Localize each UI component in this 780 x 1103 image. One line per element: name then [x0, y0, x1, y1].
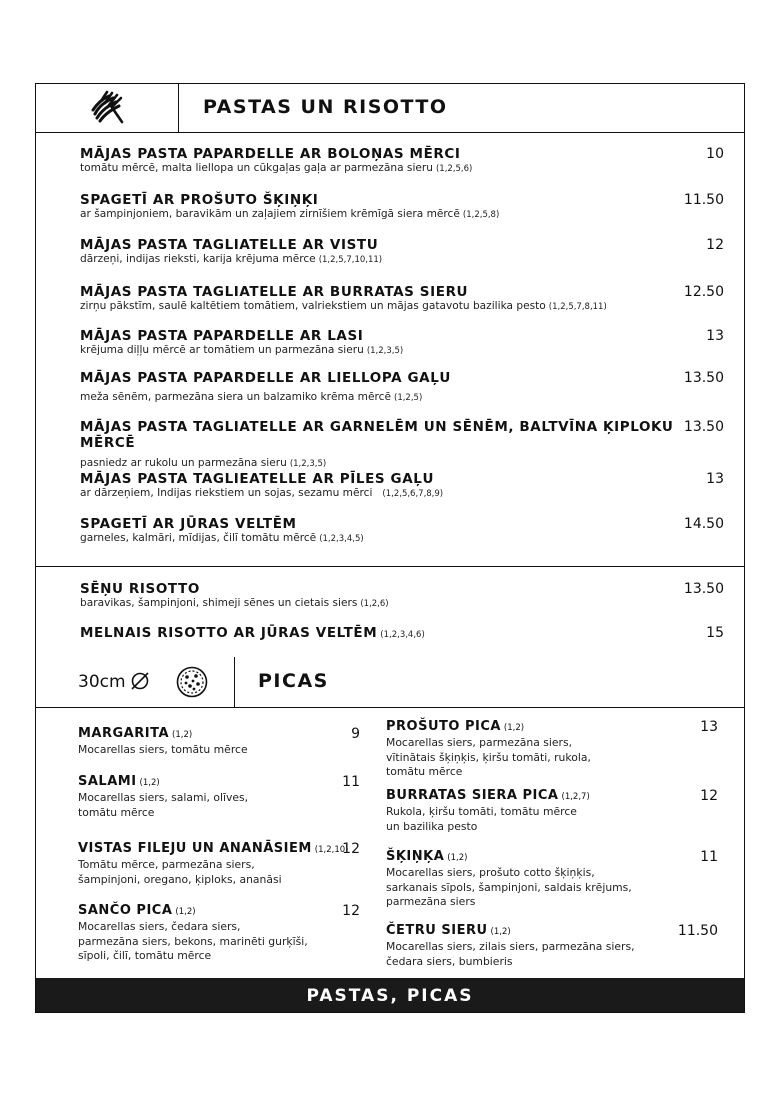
footer-banner — [36, 978, 744, 1012]
item-price: 11.50 — [677, 923, 718, 939]
item-allergens: (1,2,5,7,8,11) — [548, 302, 607, 312]
pizza-item — [78, 726, 360, 758]
menu-item — [80, 471, 724, 501]
item-name-text: MARGARITA — [78, 726, 170, 741]
item-price: 13 — [706, 328, 724, 344]
item-desc-line: parmezāna siers, bekons, marinēti gurķīši, — [78, 934, 308, 948]
item-price: 13.50 — [683, 419, 724, 435]
item-desc-line: Mocarellas siers, čedara siers, — [78, 920, 241, 933]
item-description — [78, 743, 360, 758]
item-description — [386, 940, 718, 969]
item-description — [386, 866, 718, 910]
menu-frame — [35, 83, 745, 1013]
item-desc-line: sīpoli, čilī, tomātu mērce — [78, 949, 212, 962]
pizza-item — [386, 849, 718, 910]
item-allergens: (1,2) — [503, 723, 525, 733]
pizza-item — [386, 923, 718, 969]
item-desc-line: sarkanais sīpols, šampinjoni, saldais krējums, — [386, 880, 632, 894]
item-name-text: VISTAS FILEJU UN ANANĀSIEM — [78, 841, 312, 856]
menu-item — [80, 625, 724, 643]
item-price: 12 — [342, 903, 360, 919]
item-allergens: (1,2,6) — [360, 599, 389, 609]
item-name: MĀJAS PASTA TAGLIATELLE AR BURRATAS SIERU — [80, 284, 469, 300]
item-price: 12 — [706, 237, 724, 253]
item-price: 13 — [706, 471, 724, 487]
item-name-text: ČETRU SIERU — [386, 923, 488, 938]
diameter-icon — [129, 670, 151, 692]
menu-item — [80, 146, 724, 176]
item-name — [78, 774, 360, 791]
item-allergens: (1,2,3,5) — [366, 346, 404, 356]
item-name: SPAGETĪ AR PROŠUTO ŠĶIŅĶI — [80, 192, 319, 208]
item-description — [80, 597, 724, 611]
item-description — [80, 487, 724, 501]
item-desc-line: Tomātu mērce, parmezāna siers, — [78, 858, 255, 871]
item-desc-text: zirņu pākstīm, saulē kaltētiem tomātiem, valriekstiem un mājas gatavotu bazilika pesto — [80, 300, 546, 312]
item-desc-text: dārzeņi, indijas rieksti, karija krējuma mērce — [80, 253, 316, 265]
pizza-section-title: PICAS — [258, 670, 329, 692]
item-name: MĀJAS PASTA TAGLIATELLE AR GARNELĒM UN SĒNĒM, BALTVĪNA ĶIPLOKU MĒRCĒ — [80, 419, 674, 451]
menu-item — [80, 370, 724, 405]
item-description — [80, 532, 724, 546]
item-description — [80, 300, 724, 314]
item-allergens: (1,2,10) — [314, 845, 349, 855]
item-price: 11 — [700, 849, 718, 865]
item-allergens: (1,2) — [175, 907, 196, 917]
item-price: 13.50 — [683, 370, 724, 386]
item-description — [80, 457, 724, 471]
item-description — [80, 344, 724, 358]
item-description — [80, 391, 724, 405]
item-name: SPAGETĪ AR JŪRAS VELTĒM — [80, 516, 297, 532]
item-name — [78, 726, 360, 743]
item-price: 13 — [700, 719, 718, 735]
item-name: MĀJAS PASTA TAGLIATELLE AR VISTU — [80, 237, 379, 253]
item-name — [78, 841, 360, 858]
item-desc-line: Mocarellas siers, prošuto cotto šķiņķis, — [386, 866, 595, 879]
pizza-item — [78, 774, 360, 820]
item-allergens: (1,2) — [139, 778, 160, 788]
item-price: 12.50 — [683, 284, 724, 300]
item-name-text: SALAMI — [78, 774, 137, 789]
item-name — [386, 849, 718, 866]
item-desc-line: tomātu mērce — [78, 805, 155, 819]
item-description — [78, 920, 360, 964]
pizza-item — [386, 788, 718, 834]
item-name-text: BURRATAS SIERA PICA — [386, 788, 559, 803]
menu-item — [80, 328, 724, 358]
pasta-section-title: PASTAS UN RISOTTO — [203, 96, 448, 118]
item-desc-text: meža sēnēm, parmezāna siera un balzamiko krēma mērcē — [80, 391, 391, 403]
item-allergens: (1,2,5,6,7,8,9) — [382, 489, 444, 499]
item-allergens: (1,2,7) — [561, 792, 590, 802]
pasta-icon-cell — [36, 84, 179, 132]
item-price: 12 — [342, 841, 360, 857]
pasta-fork-icon — [87, 88, 127, 128]
item-desc-line: Mocarellas siers, tomātu mērce — [78, 743, 248, 756]
item-desc-line: un bazilika pesto — [386, 819, 478, 833]
item-description — [78, 791, 360, 820]
item-price: 15 — [706, 625, 724, 641]
item-desc-line: čedara siers, bumbieris — [386, 954, 513, 968]
pizza-size: 30cm — [78, 672, 126, 692]
pizza-icon — [176, 666, 208, 698]
item-desc-line: Rukola, ķiršu tomāti, tomātu mērce — [386, 805, 577, 818]
item-description — [386, 736, 718, 780]
item-name — [386, 788, 718, 805]
item-price: 11 — [342, 774, 360, 790]
item-name: MĀJAS PASTA PAPARDELLE AR LASI — [80, 328, 364, 344]
item-price: 11.50 — [683, 192, 724, 208]
item-description — [78, 858, 360, 887]
item-name — [386, 923, 718, 940]
item-desc-text: garneles, kalmāri, mīdijas, čilī tomātu mērcē — [80, 532, 317, 544]
item-desc-line: Mocarellas siers, parmezāna siers, — [386, 736, 573, 749]
menu-item — [80, 581, 724, 611]
item-allergens: (1,2) — [490, 927, 511, 937]
menu-item — [80, 419, 724, 471]
item-name — [80, 625, 724, 643]
item-name: SĒŅU RISOTTO — [80, 581, 200, 597]
item-price: 9 — [351, 726, 360, 742]
menu-item — [80, 237, 724, 267]
section-divider — [36, 566, 744, 567]
item-name-text: PROŠUTO PICA — [386, 719, 501, 734]
item-name-text: ŠĶIŅĶA — [386, 849, 445, 864]
pizza-item — [78, 841, 360, 887]
item-desc-line: šampinjoni, oregano, ķiploks, ananāsi — [78, 872, 282, 886]
item-desc-text: pasniedz ar rukolu un parmezāna sieru — [80, 457, 287, 469]
item-allergens: (1,2) — [172, 730, 193, 740]
item-description — [386, 805, 718, 834]
item-price: 10 — [706, 146, 724, 162]
item-price: 12 — [700, 788, 718, 804]
item-name: MĀJAS PASTA PAPARDELLE AR BOLOŅAS MĒRCI — [80, 146, 461, 162]
pizza-item — [78, 903, 360, 964]
item-allergens: (1,2,3,4,5) — [319, 534, 364, 544]
pizza-item — [386, 719, 718, 780]
item-name-text: SANČO PICA — [78, 903, 173, 918]
pasta-section-header — [36, 84, 744, 133]
item-desc-text: ar šampinjoniem, baravikām un zaļajiem zirnīšiem krēmīgā siera mērcē — [80, 208, 460, 220]
item-desc-line: parmezāna siers — [386, 895, 476, 908]
item-name-text: MELNAIS RISOTTO AR JŪRAS VELTĒM — [80, 625, 378, 641]
item-name — [78, 903, 360, 920]
item-desc-text: tomātu mērcē, malta liellopa un cūkgaļas gaļa ar parmezāna sieru — [80, 162, 433, 174]
item-description — [80, 208, 724, 222]
menu-item — [80, 516, 724, 546]
footer-title: PASTAS, PICAS — [306, 986, 474, 1006]
item-allergens: (1,2,5,7,10,11) — [318, 255, 383, 265]
item-description — [80, 162, 724, 176]
item-price: 14.50 — [683, 516, 724, 532]
item-desc-text: ar dārzeņiem, Indijas riekstiem un sojas, sezamu mērci — [80, 487, 373, 499]
item-name: MĀJAS PASTA PAPARDELLE AR LIELLOPA GAĻU — [80, 370, 451, 386]
menu-item — [80, 192, 724, 222]
item-name: MĀJAS PASTA TAGLIEATELLE AR PĪLES GAĻU — [80, 471, 435, 487]
item-description — [80, 253, 724, 267]
item-desc-line: vītinātais šķiņķis, ķiršu tomāti, rukola, — [386, 750, 591, 764]
item-allergens: (1,2,3,5) — [289, 459, 327, 469]
item-desc-line: Mocarellas siers, zilais siers, parmezāna siers, — [386, 940, 635, 953]
pizza-section-header — [36, 657, 744, 708]
item-allergens: (1,2,5,6) — [435, 164, 473, 174]
menu-item — [80, 284, 724, 314]
item-allergens: (1,2,5) — [394, 393, 423, 403]
item-desc-line: Mocarellas siers, salami, olīves, — [78, 791, 249, 804]
item-price: 13.50 — [683, 581, 724, 597]
item-allergens: (1,2,3,4,6) — [380, 630, 425, 640]
item-name — [386, 719, 718, 736]
item-desc-text: baravikas, šampinjoni, shimeji sēnes un cietais siers — [80, 597, 358, 609]
item-desc-text: krējuma diļļu mērcē ar tomātiem un parmezāna sieru — [80, 344, 364, 356]
pizza-size-cell — [36, 657, 235, 707]
item-allergens: (1,2,5,8) — [462, 210, 500, 220]
item-allergens: (1,2) — [447, 853, 468, 863]
item-desc-line: tomātu mērce — [386, 765, 463, 778]
